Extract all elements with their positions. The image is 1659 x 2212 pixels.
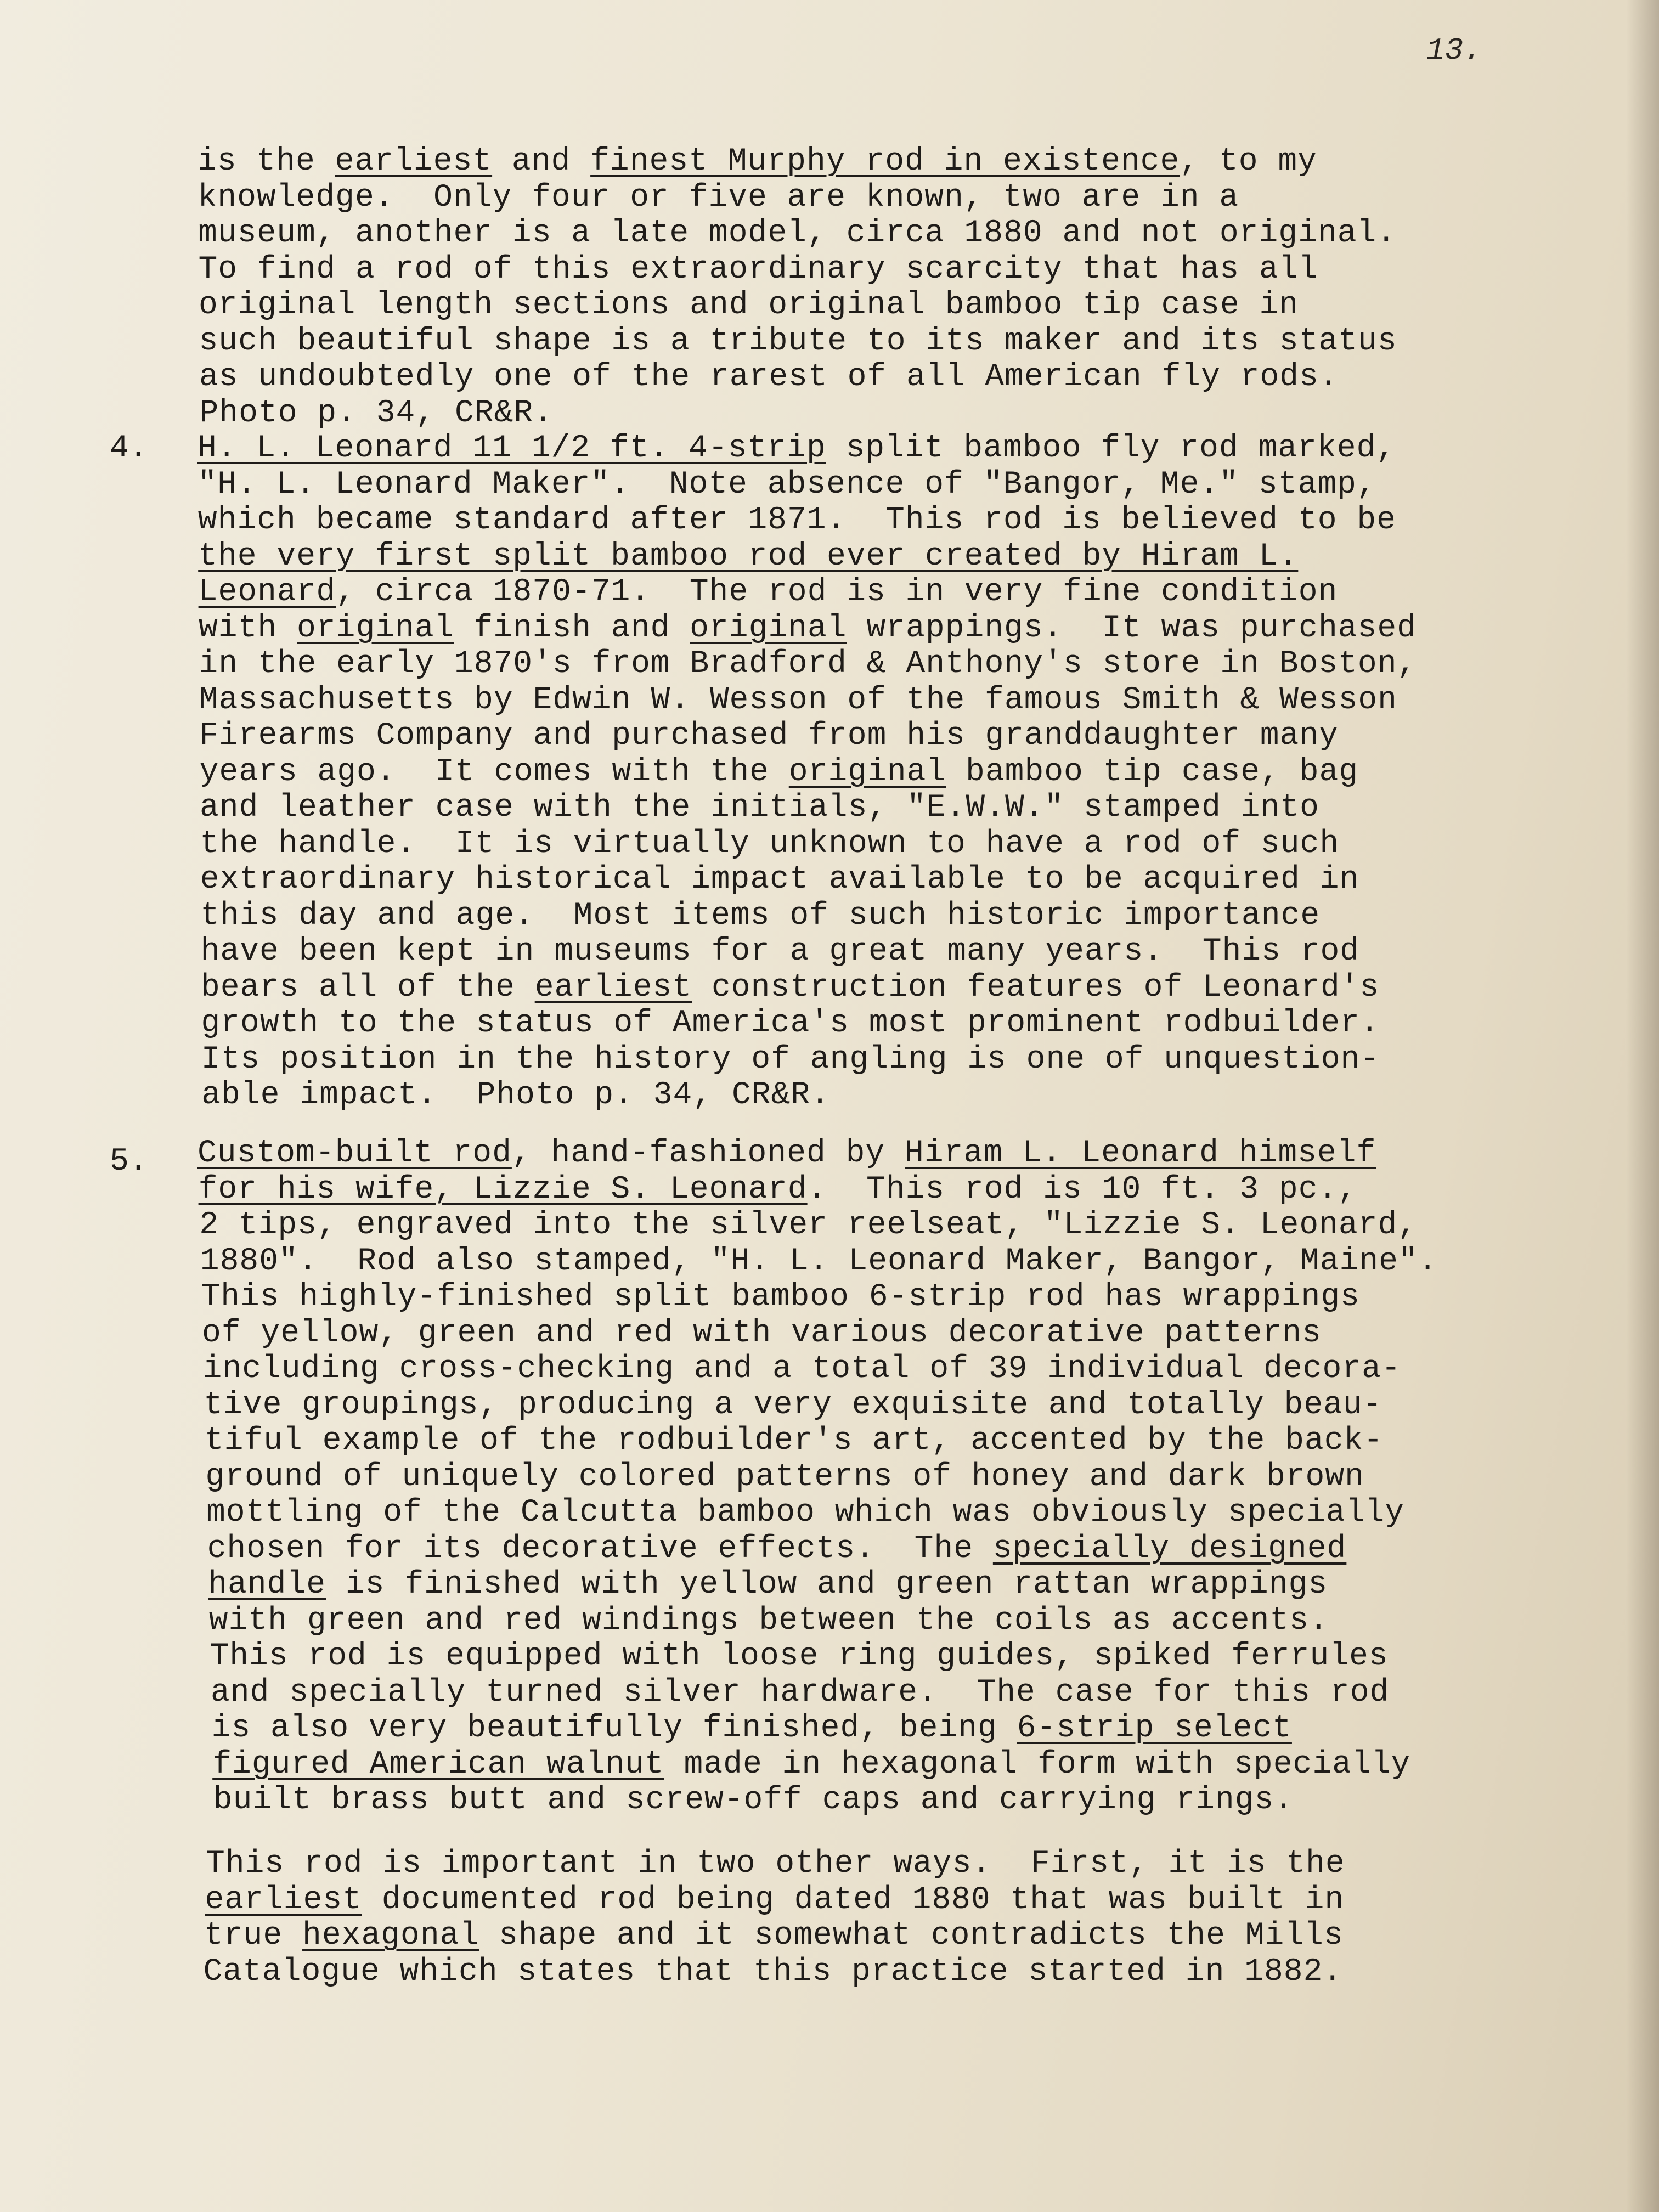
text-line <box>210 1639 1447 1675</box>
text-line <box>205 1882 1345 1918</box>
underlined-text: original <box>297 610 454 646</box>
text-line <box>204 1954 1343 1990</box>
text-run: of yellow, green and red with various decorative patterns <box>202 1315 1322 1351</box>
text-line <box>204 1387 1441 1424</box>
text-line <box>206 1495 1444 1531</box>
text-line <box>199 324 1397 360</box>
text-line <box>198 503 1416 539</box>
text-line <box>199 646 1417 682</box>
underlined-text: Hiram L. Leonard himself <box>905 1136 1376 1171</box>
text-line <box>207 1531 1445 1567</box>
text-run: with green and red windings between the coils as accents. <box>208 1602 1329 1639</box>
underlined-text: earliest <box>335 144 493 179</box>
text-run: This rod is important in two other ways. First, it is the <box>206 1846 1345 1882</box>
text-line <box>200 790 1418 826</box>
text-run: have been kept in museums for a great many years. This rod <box>200 934 1360 969</box>
text-run: and leather case with the initials, "E.W.W." stamped into <box>200 790 1319 826</box>
text-run: true <box>204 1918 303 1954</box>
text-run: the handle. It is virtually unknown to have a rod of such <box>200 826 1340 862</box>
text-run: with <box>199 610 297 646</box>
text-line <box>199 611 1417 647</box>
text-run: chosen for its decorative effects. The <box>207 1531 993 1567</box>
text-run: This rod is equipped with loose ring guides, spiked ferrules <box>210 1639 1389 1674</box>
text-line <box>199 1207 1437 1244</box>
underlined-text: original <box>788 754 946 790</box>
text-line <box>209 1603 1447 1639</box>
text-run: 1880". Rod also stamped, "H. L. Leonard Maker, Bangor, Maine". <box>200 1243 1438 1279</box>
text-line <box>199 1172 1436 1208</box>
text-line <box>208 1567 1446 1603</box>
text-run: this day and age. Most items of such historic importance <box>200 898 1321 934</box>
text-run: . This rod is 10 ft. 3 pc., <box>807 1171 1358 1207</box>
text-line <box>198 1136 1435 1172</box>
text-run: knowledge. Only four or five are known, two are in a <box>198 179 1239 216</box>
underlined-text: specially designed <box>992 1531 1347 1567</box>
text-line <box>198 431 1415 467</box>
text-line <box>200 754 1418 791</box>
underlined-text: handle <box>208 1567 326 1602</box>
page-edge-shadow <box>1626 0 1659 2212</box>
text-line <box>201 1042 1419 1078</box>
text-run: tiful example of the rodbuilder's art, accented by the back- <box>204 1423 1384 1459</box>
underlined-text: earliest <box>205 1882 362 1918</box>
text-line <box>199 359 1397 396</box>
text-line <box>202 1316 1440 1352</box>
intro-paragraph <box>198 144 1396 431</box>
text-line <box>198 539 1416 575</box>
text-run: built brass butt and screw-off caps and carrying rings. <box>213 1782 1294 1818</box>
text-run: original length sections and original bamboo tip case in <box>199 287 1299 323</box>
text-line <box>201 1006 1419 1042</box>
text-run: including cross-checking and a total of 39 individual decora- <box>202 1351 1401 1387</box>
text-run: documented rod being dated 1880 that was built in <box>362 1882 1345 1918</box>
text-line <box>200 826 1418 862</box>
text-run: Photo p. 34, CR&R. <box>199 395 554 431</box>
text-run: as undoubtedly one of the rarest of all American fly rods. <box>199 359 1339 395</box>
text-run: , hand-fashioned by <box>511 1136 905 1171</box>
text-run: , to my <box>1180 144 1317 179</box>
text-run: wrappings. It was purchased <box>847 610 1417 646</box>
text-run: "H. L. Leonard Maker". Note absence of "Bangor, Me." stamp, <box>198 466 1376 503</box>
text-run: able impact. Photo p. 34, CR&R. <box>201 1077 830 1113</box>
text-run: 2 tips, engraved into the silver reelseat, "Lizzie S. Leonard, <box>199 1207 1418 1243</box>
text-run: Massachusetts by Edwin W. Wesson of the famous Smith & Wesson <box>199 682 1397 718</box>
text-run: ground of uniquely colored patterns of honey and dark brown <box>205 1459 1364 1495</box>
text-run: bamboo tip case, bag <box>946 754 1359 790</box>
text-line <box>213 1782 1451 1819</box>
underlined-text: original <box>690 610 847 646</box>
text-line <box>201 934 1419 970</box>
text-run: mottling of the Calcutta bamboo which was obviously specially <box>206 1495 1405 1531</box>
text-line <box>206 1846 1345 1882</box>
text-line <box>199 287 1397 324</box>
page-number: 13. <box>1426 33 1482 68</box>
text-line <box>199 574 1417 611</box>
underlined-text: finest Murphy rod in existence <box>590 144 1180 179</box>
text-run: made in hexagonal form with specially <box>664 1746 1411 1782</box>
text-line <box>201 970 1419 1006</box>
text-line <box>201 1279 1438 1316</box>
underlined-text: Custom-built rod <box>198 1136 512 1171</box>
text-run: Catalogue which states that this practice started in 1882. <box>203 1954 1343 1990</box>
item-5-paragraph <box>198 1136 1438 1819</box>
text-line <box>199 718 1417 754</box>
underlined-text: figured American walnut <box>212 1746 664 1782</box>
underlined-text: 6-strip select <box>1017 1711 1292 1746</box>
text-line <box>198 144 1396 180</box>
text-run: tive groupings, producing a very exquisite and totally beau- <box>204 1387 1383 1423</box>
text-line <box>205 1459 1443 1496</box>
text-run: , circa 1870-71. The rod is in very fine condition <box>336 574 1338 610</box>
text-run: years ago. It comes with the <box>199 754 789 790</box>
text-run: Firearms Company and purchased from his granddaughter many <box>199 718 1339 754</box>
underlined-text: hexagonal <box>302 1918 479 1954</box>
text-run: which became standard after 1871. This rod is believed to be <box>198 503 1396 538</box>
text-run: To find a rod of this extraordinary scarcity that has all <box>198 251 1318 287</box>
text-run: This highly-finished split bamboo 6-strip rod has wrappings <box>201 1279 1360 1315</box>
text-line <box>198 467 1415 503</box>
text-run: and specially turned silver hardware. The case for this rod <box>211 1674 1390 1711</box>
text-run: bears all of the <box>201 969 535 1006</box>
underlined-text: the very first split bamboo rod ever created by Hiram L. <box>198 538 1299 574</box>
text-line <box>198 180 1396 216</box>
text-line <box>212 1711 1449 1747</box>
underlined-text: Leonard <box>198 574 336 610</box>
text-line <box>200 862 1418 898</box>
text-run: in the early 1870's from Bradford & Anthony's store in Boston, <box>199 646 1417 682</box>
text-line <box>212 1747 1450 1783</box>
item-number-4: 4. <box>110 431 148 466</box>
text-line <box>200 1244 1438 1280</box>
text-line <box>198 216 1396 252</box>
text-run: museum, another is a late model, circa 1880 and not original. <box>198 216 1397 251</box>
closing-paragraph <box>203 1846 1345 1990</box>
text-run: and <box>492 144 591 179</box>
text-line <box>199 252 1397 288</box>
text-line <box>200 396 1398 432</box>
text-line <box>211 1675 1448 1711</box>
text-run: growth to the status of America's most prominent rodbuilder. <box>201 1006 1380 1041</box>
text-line <box>203 1351 1441 1387</box>
text-run: construction features of Leonard's <box>692 969 1380 1006</box>
text-line <box>205 1423 1442 1459</box>
text-line <box>201 1077 1419 1114</box>
underlined-text: for his wife, Lizzie S. Leonard <box>198 1171 808 1207</box>
text-run: such beautiful shape is a tribute to its maker and its status <box>199 323 1397 359</box>
text-line <box>204 1918 1344 1954</box>
text-run: Its position in the history of angling is one of unquestion- <box>201 1041 1380 1077</box>
text-run: split bamboo fly rod marked, <box>826 431 1396 466</box>
item-number-5: 5. <box>110 1144 148 1180</box>
text-run: is also very beautifully finished, being <box>211 1711 1017 1746</box>
text-run: shape and it somewhat contradicts the Mills <box>479 1918 1344 1954</box>
text-run: is the <box>198 144 335 179</box>
text-run: is finished with yellow and green rattan wrappings <box>326 1567 1328 1602</box>
underlined-text: H. L. Leonard 11 1/2 ft. 4-strip <box>198 431 826 466</box>
text-line <box>200 898 1418 934</box>
text-line <box>199 682 1417 719</box>
text-run: finish and <box>454 610 690 646</box>
text-run: extraordinary historical impact available to be acquired in <box>200 862 1359 898</box>
item-4-paragraph <box>198 431 1415 1114</box>
underlined-text: earliest <box>534 969 692 1006</box>
